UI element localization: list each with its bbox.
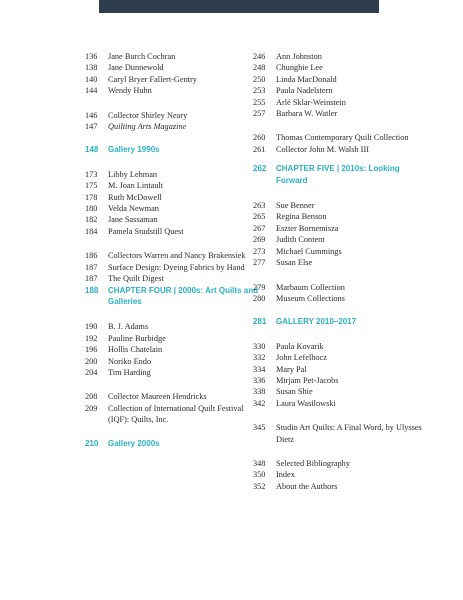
toc-entry-title: Wendy Huhn [108,86,152,96]
toc-entry [253,51,423,62]
toc-entry-title: Judith Content [276,235,325,245]
toc-entry [253,458,423,469]
toc-entry-title: Velda Newman [108,204,159,214]
toc-page-number: 350 [253,470,266,480]
toc-page-number: 250 [253,74,266,84]
toc-entry [253,481,423,492]
toc-entry-title: B. J. Adams [108,322,149,332]
toc-entry-title: Paula Nadelstern [276,86,333,96]
toc-page-number: 146 [85,110,98,120]
toc-page-number: 332 [253,353,266,363]
toc-entry [85,321,265,332]
toc-left-column [85,51,265,449]
toc-page-number: 188 [85,285,99,295]
toc-entry [253,211,423,222]
toc-page-number: 263 [253,201,266,211]
toc-entry [85,62,265,73]
toc-page-number: 273 [253,246,266,256]
toc-page-number: 147 [85,122,98,132]
toc-entry-title: Hollis Chatelain [108,345,163,355]
toc-page-number: 186 [85,251,98,261]
toc-page-number: 248 [253,63,266,73]
toc-entry-title: Mirjam Pet-Jacobs [276,375,339,385]
toc-entry [253,74,423,85]
toc-right-column [253,51,423,492]
toc-page-number: 178 [85,192,98,202]
toc-entry [85,333,265,344]
toc-entry-title: Collector John M. Walsh III [276,144,369,154]
toc-entry [85,180,265,191]
toc-page-number: 348 [253,458,266,468]
toc-page-number: 136 [85,52,98,61]
toc-entry-title: Quilting Arts Magazine [108,122,187,132]
toc-entry-title: Ann Johnston [276,52,322,61]
toc-entry [253,108,423,119]
toc-section-title: CHAPTER FIVE | 2010s: Looking Forward [276,164,400,185]
toc-page-number: 190 [85,322,98,332]
toc-page-number: 187 [85,274,98,284]
toc-page-number: 210 [85,438,99,448]
toc-entry-title: Jane Dunnewold [108,63,164,73]
toc-page-number: 261 [253,144,266,154]
toc-entry-title: Collection of International Quilt Festival (IQF): Quilts, Inc. [108,403,244,425]
toc-entry [253,85,423,96]
toc-entry [253,132,423,143]
toc-page-number: 187 [85,262,98,272]
toc-entry [253,257,423,268]
toc-page-number: 262 [253,164,267,174]
toc-page-number: 334 [253,364,266,374]
toc-entry-title: Studio Art Quilts: A Final Word, by Ulysses Dietz [276,423,422,444]
toc-entry-title: Pamela Studstill Quest [108,226,184,236]
toc-page-number: 345 [253,423,266,433]
toc-page-number: 209 [85,403,98,413]
toc-section-heading [85,285,265,308]
toc-entry [253,469,423,480]
toc-page-number: 255 [253,97,266,107]
toc-page-number: 140 [85,74,98,84]
toc-section-title: CHAPTER FOUR | 2000s: Art Quilts and Galleries [108,285,258,306]
toc-entry [85,192,265,203]
toc-page-number: 267 [253,223,266,233]
toc-entry [253,364,423,375]
toc-page-number: 277 [253,258,266,268]
toc-entry-title: About the Authors [276,481,338,491]
toc-entry-title: Tim Harding [108,367,151,377]
toc-entry [253,375,423,386]
toc-page-number: 173 [85,169,98,179]
toc-entry [253,386,423,397]
toc-entry-title: Chunghie Lee [276,63,323,73]
toc-page-number: 265 [253,212,266,222]
toc-page-number: 280 [253,293,266,303]
toc-page-number: 253 [253,86,266,96]
toc-entry-title: Linda MacDonald [276,74,337,84]
toc-page-number: 196 [85,345,98,355]
toc-entry-title: M. Joan Lintault [108,181,164,191]
toc-entry-title: Collectors Warren and Nancy Brakensiek [108,251,246,261]
toc-entry-title: The Quilt Digest [108,274,164,284]
toc-entry-title: Sue Benner [276,201,315,211]
toc-page-number: 180 [85,204,98,214]
toc-entry [85,403,265,426]
toc-page-number: 352 [253,481,266,491]
toc-entry [85,273,265,284]
top-header-bar [99,0,379,13]
toc-entry [253,293,423,304]
toc-page-number: 208 [85,392,98,402]
toc-entry [85,110,265,121]
toc-entry-title: Barbara W. Watler [276,109,338,119]
toc-page-number: 175 [85,181,98,191]
toc-entry-title: Collector Maureen Hendricks [108,392,207,402]
toc-section-heading [253,163,423,186]
toc-entry-title: Selected Bibliography [276,458,350,468]
toc-section-heading [253,316,423,327]
toc-page-number: 184 [85,226,98,236]
toc-entry [253,144,423,155]
toc-entry-title: Susan Shie [276,387,313,397]
toc-entry [85,344,265,355]
toc-entry [253,398,423,409]
toc-page-number: 260 [253,133,266,143]
toc-section-heading [85,438,265,449]
toc-page-number: 342 [253,398,266,408]
toc-entry [85,356,265,367]
toc-entry [85,203,265,214]
toc-entry [85,51,265,62]
toc-entry [253,97,423,108]
toc-page-number: 138 [85,63,98,73]
toc-entry-title: Jane Sassaman [108,215,158,225]
toc-entry [85,226,265,237]
toc-entry [253,200,423,211]
toc-entry [253,341,423,352]
toc-entry-title: Susan Else [276,258,313,268]
toc-entry-title: Laura Wasilowski [276,398,336,408]
toc-page-number: 192 [85,333,98,343]
toc-entry-title: Arlé Sklar-Weinstein [276,97,346,107]
toc-page-number: 246 [253,52,266,61]
toc-entry-title: Libby Lehman [108,169,158,179]
toc-entry [85,169,265,180]
toc-entry-title: Caryl Bryer Fallert-Gentry [108,74,197,84]
toc-entry-title: Jane Burch Cochran [108,52,176,61]
toc-entry [253,234,423,245]
toc-page-number: 257 [253,109,266,119]
toc-entry-title: Eszter Bornemisza [276,223,339,233]
toc-page-number: 144 [85,86,98,96]
toc-entry [85,367,265,378]
toc-entry-title: Index [276,470,295,480]
toc-entry-title: Regina Benson [276,212,327,222]
toc-entry-title: Mary Pal [276,364,307,374]
toc-entry-title: Ruth McDowell [108,192,162,202]
toc-page-number: 148 [85,145,99,155]
toc-page-number: 269 [253,235,266,245]
toc-entry [85,214,265,225]
toc-entry [85,391,265,402]
toc-page-number: 182 [85,215,98,225]
toc-entry-title: Collector Shirley Neary [108,110,188,120]
toc-page-number: 281 [253,317,267,327]
toc-entry [253,223,423,234]
toc-page-number: 279 [253,282,266,292]
toc-entry [253,352,423,363]
toc-entry [85,74,265,85]
toc-entry-title: Paula Kovarik [276,341,324,351]
toc-entry-title: Marbaum Collection [276,282,345,292]
toc-entry [85,262,265,273]
toc-entry [85,121,265,132]
toc-page-number: 330 [253,341,266,351]
toc-entry [253,282,423,293]
toc-entry [85,250,265,261]
toc-entry [253,62,423,73]
toc-page-number: 338 [253,387,266,397]
toc-entry [85,85,265,96]
toc-entry [253,422,423,445]
toc-entry-title: Noriko Endo [108,356,152,366]
toc-entry [253,246,423,257]
toc-page-number: 336 [253,375,266,385]
toc-entry-title: Museum Collections [276,293,345,303]
toc-section-heading [85,144,265,155]
toc-entry-title: Pauline Burbidge [108,333,166,343]
toc-entry-title: Surface Design: Dyeing Fabrics by Hand [108,262,245,272]
toc-page-number: 204 [85,367,98,377]
toc-section-title: Gallery 1990s [108,145,160,155]
toc-page-number: 200 [85,356,98,366]
toc-entry-title: Michael Cummings [276,246,342,256]
toc-section-title: Gallery 2000s [108,438,160,448]
toc-section-title: GALLERY 2010–2017 [276,317,357,327]
toc-entry-title: Thomas Contemporary Quilt Collection [276,133,409,143]
toc-entry-title: John Lefelhocz [276,353,327,363]
